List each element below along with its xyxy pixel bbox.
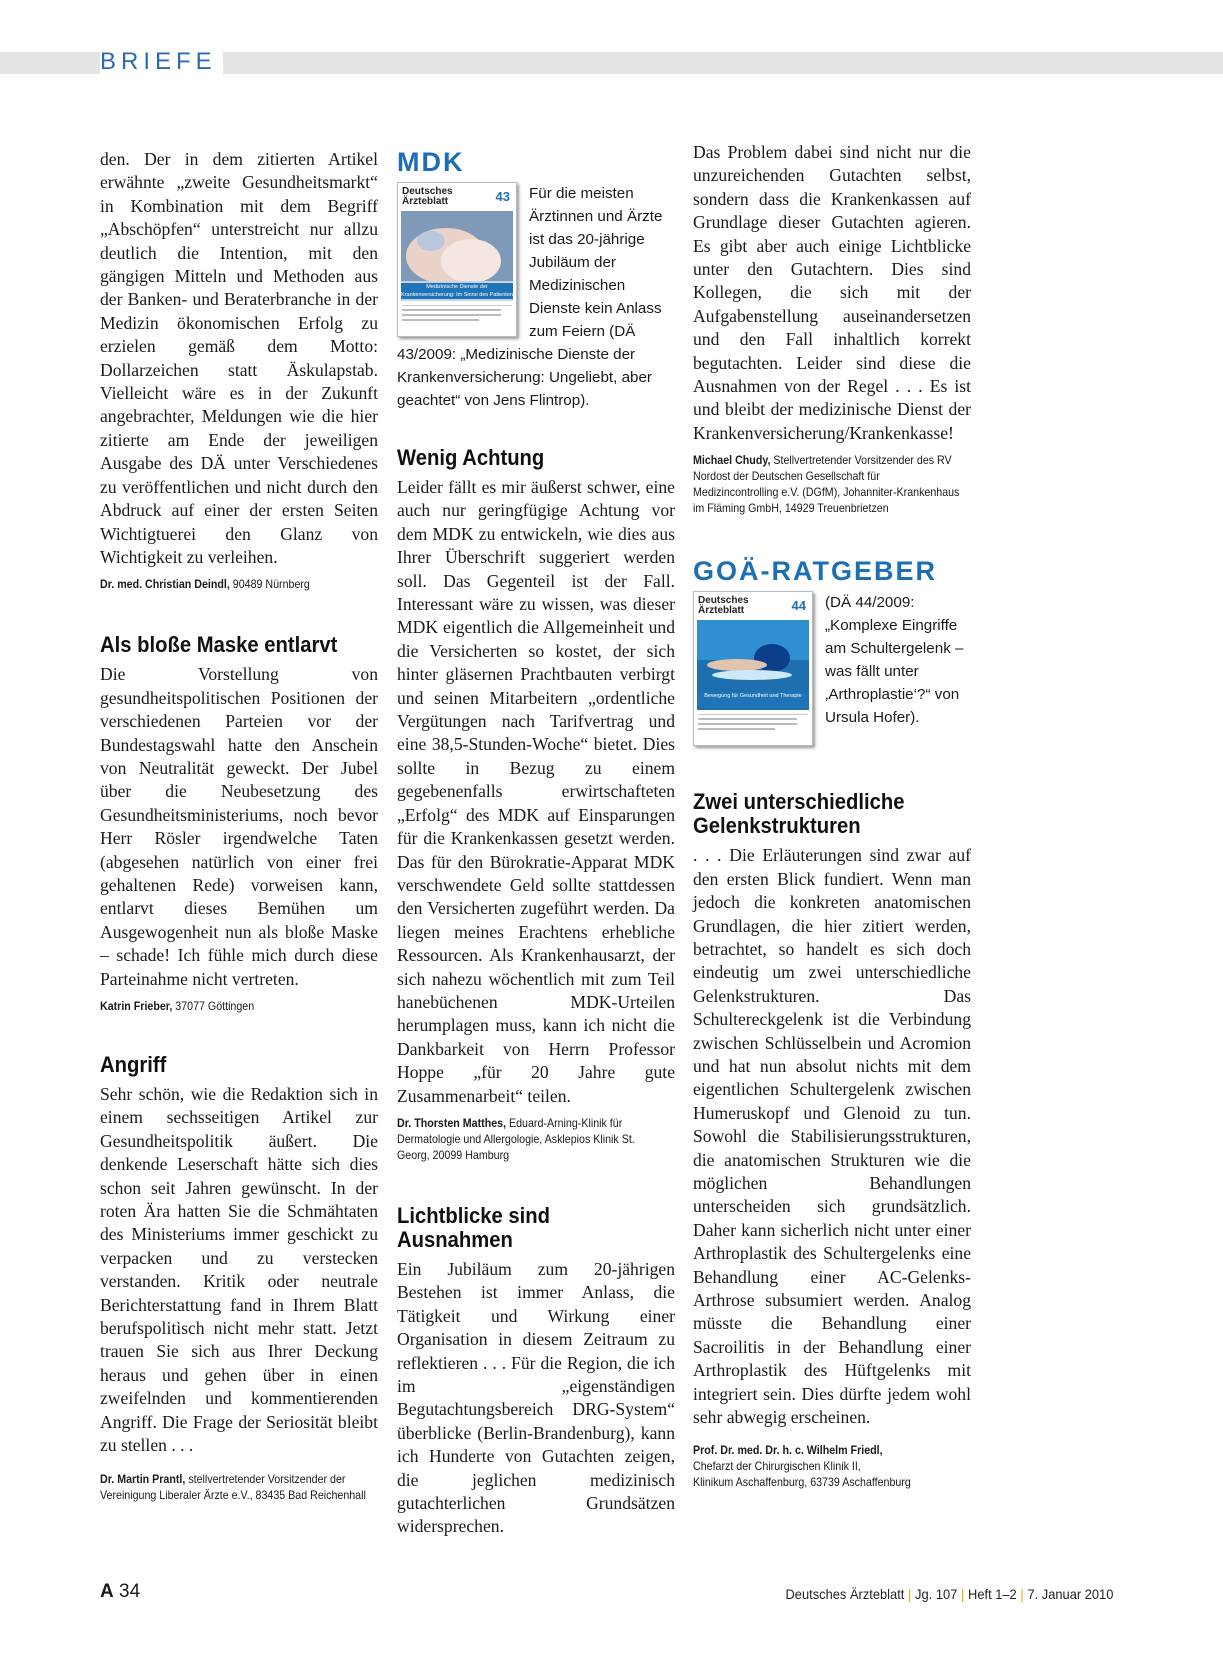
letter-signature (397, 1116, 664, 1164)
column-3 (693, 141, 971, 1491)
magazine-cover-image (397, 182, 517, 337)
letter-continuation-text: Das Problem dabei sind nicht nur die unzureichenden Gutachten selbst, sondern dass die Krankenkassen auf Grundlage dieser Gutachten agieren. Es gibt aber auch einige Lichtblicke unter den Gutachtern. Dies sind Kollegen, die sich mit der Aufgabenstellung auseinandersetzen und den Fall inhaltlich korrekt begutachten. Leider sind diese die Ausnahmen von der Regel . . . Es ist und bleibt der medizinische Dienst der Krankenversicherung/Krankenkasse! (693, 142, 971, 443)
letter-text: Die Vorstellung von gesundheitspolitischen Positionen der verschiedenen Parteien vor der Bundestagswahl hatte den Anschein von Neutralität geweckt. Der Jubel über die Neubesetzung des Gesundheitsministeriums, noch bevor Herr Rösler irgendwelche Taten (abgesehen natürlich von einer frei gehaltenen Rede) vorweisen kann, entlarvt dieses Bemühen um Ausgewogenheit nun als bloße Maske – schade! Ich fühle mich durch diese Parteinahme nicht vertreten. (100, 664, 378, 989)
magazine-cover-image (693, 591, 813, 746)
rubric-heading: MDK (397, 147, 465, 177)
cover-masthead: Deutsches Ärzteblatt (698, 595, 749, 617)
letter-signature (100, 577, 376, 593)
letter-continuation-text: den. Der in dem zitierten Artikel erwähnte „zweite Gesundheitsmarkt“ in Kombination mit dem Begriff „Abschöpfen“ unterstreicht nur allzu deutlich die Intention, mit den gängigen Mitteln und Methoden aus der Banken- und Beraterbranche in der Medizin ökonomischen Erfolg zu erzielen gemäß dem Motto: Dollarzeichen statt Äskulapstab. Vielleicht wäre es in der Zukunft angebrachter, Meldungen wie die hier zitierte am Ende der jeweiligen Ausgabe des DÄ unter Verschiedenes zu veröffentlichen und nicht durch den Abdruck auf einer der ersten Seiten Wichtigtuerei den Glanz von Wichtigkeit zu verleihen. (100, 149, 378, 567)
letter-text: Sehr schön, wie die Redaktion sich in einem sechsseitigen Artikel zur Gesundheitspolitik äußert. Die denkende Leserschaft hätte sich dies schon seit Jahren gewünscht. In der roten Ära hatten Sie die Schmähtaten des Ministeriums immer geschickt zu verpacken und zu verstecken verstanden. Kritik oder neutrale Berichterstattung fand in Ihrem Blatt berufspolitisch nicht mehr statt. Jetzt trauen Sie sich aus Ihrer Deckung heraus und gehen über in einen zweifelnden und kommentierenden Angriff. Die Frage der Seriosität bleibt zu stellen . . . (100, 1084, 378, 1456)
letter-title: Angriff (100, 1052, 167, 1077)
signature-name: Michael Chudy, (693, 454, 771, 468)
signature-details: Eduard-Arning-Klinik für Dermatologie und Allergologie, Asklepios Klinik St. Georg, 20099 Hamburg (397, 1116, 635, 1162)
signature-details: Stellvertretender Vorsitzender des RV Nordost der Deutschen Gesellschaft für Medizincontrolling e.V. (DGfM), Johanniter-Krankenhaus im Fläming GmbH, 14929 Treuenbrietzen (693, 454, 960, 516)
letter-signature (693, 453, 960, 517)
letter-title: Als bloße Maske entlarvt (100, 632, 338, 658)
letter-signature (693, 1443, 969, 1491)
signature-name: Dr. Thorsten Matthes, (397, 1116, 507, 1130)
signature-details: 90489 Nürnberg (229, 578, 310, 592)
journal-volume: Jg. 107 (914, 1586, 957, 1602)
letter-text: Leider fällt es mir äußerst schwer, eine auch nur geringfügige Achtung vor dem MDK zu entwickeln, wie dies aus Ihrer Überschrift suggeriert werden soll. Das Gegenteil ist der Fall. Interessant wäre zu wissen, was dieser MDK eigentlich die Allgemeinheit und die Versicherten so kostet, der sich hinter gläsernen Prachtbauten verbirgt und seinen Mitarbeitern „ordentliche Vergütungen nach Tarifvertrag und eine 38,5-Stunden-Woche“ bietet. Dies sollte in Bezug zu einem gegebenenfalls erwirtschafteten „Erfolg“ des MDK auf Einsparungen für die Krankenkassen gesetzt werden. Das für den Bürokratie-Apparat MDK verschwendete Geld sollte stattdessen den Versicherten zugeführt werden. Da liegen meines Erachtens erhebliche Ressourcen. Als Krankenhausarzt, der sich nahezu wöchentlich mit zum Teil hanebüchenen MDK-Urteilen herumplagen muss, kann ich nicht die Dankbarkeit von Herrn Professor Hoppe „für 20 Jahre gute Zusammenarbeit“ teilen. (397, 477, 675, 1106)
journal-issue: Heft 1–2 (967, 1586, 1017, 1602)
signature-name: Dr. med. Christian Deindl, (100, 578, 230, 592)
letter-text: Ein Jubiläum zum 20-jährigen Bestehen ist immer Anlass, die Tätigkeit und Wirkung einer Organisation in diesem Zeitraum zu reflektieren . . . Für die Region, die ich im „eigenständigen Begutachtungsbereich DRG-System“ überblicke (Berlin-Brandenburg), kann ich Hunderte von Gutachten zeigen, die jeglichen medizinisch gutachterlichen Grundsätzen widersprechen. (397, 1258, 675, 1537)
cover-band: Medizinische Dienste der Krankenversicherung: Im Sinne des Patienten (401, 284, 513, 298)
letter-signature (100, 999, 376, 1015)
rubric-intro: (DÄ 44/2009: „Komplexe Eingriffe am Schultergelenk – was fällt unter ‚Arthroplastie‘?“ von Ursula Hofer). (825, 594, 964, 727)
letter-signature (100, 1472, 376, 1504)
journal-date: 7. Januar 2010 (1027, 1586, 1113, 1602)
cover-masthead: Deutsches Ärzteblatt (402, 186, 453, 207)
cover-text-lines (402, 305, 512, 326)
signature-details: Chefarzt der Chirurgischen Klinik II, (693, 1460, 861, 1474)
page-prefix: A (100, 1581, 114, 1602)
page-number (100, 1581, 140, 1603)
column-2 (397, 146, 675, 1539)
signature-name: Prof. Dr. med. Dr. h. c. Wilhelm Friedl, (693, 1444, 883, 1458)
journal-footer: Deutsches Ärzteblatt | Jg. 107 | Heft 1–2 | 7. Januar 2010 (785, 1586, 1113, 1602)
journal-name: Deutsches Ärzteblatt (785, 1586, 904, 1602)
column-1 (100, 148, 378, 1504)
rubric-heading: GOÄ-RATGEBER (693, 556, 937, 587)
letter-title: Wenig Achtung (397, 445, 545, 470)
rubric-intro: Für die meisten Ärztinnen und Ärzte ist das 20-jährige Jubiläum der Medizinischen Dienste kein Anlass zum Feiern (DÄ 43/2009: „Medizinische Dienste der Krankenversicherung: Ungeliebt, aber geachtet“ von Jens Flintrop). (397, 185, 663, 409)
cover-issue-number: 43 (495, 189, 510, 204)
signature-details: 37077 Göttingen (172, 1000, 255, 1013)
letter-text: . . . Die Erläuterungen sind zwar auf den ersten Blick fundiert. Wenn man jedoch die konkreten anatomischen Grundlagen, die hier zitiert werden, betrachtet, so handelt es sich doch eindeutig um zwei unterschiedliche Gelenkstrukturen. Das Schultereckgelenk ist die Verbindung zwischen Schlüsselbein und Acromion und hat nun absolut nichts mit dem eigentlichen Schultergelenk zwischen Humeruskopf und Glenoid zu tun. Sowohl die Stabilisierungsstrukturen, die anatomischen Strukturen wie die möglichen Behandlungen unterscheiden sich grundsätzlich. Daher kann sicherlich nicht unter einer Arthroplastik des Schultergelenks eine Behandlung einer AC-Gelenks-Arthrose subsumiert werden. Analog müsste die Behandlung einer Sacroilitis in der Behandlung einer Arthroplastik des Hüftgelenks mit integriert sein. Dies dürfte jedem wohl sehr abwegig erscheinen. (693, 845, 971, 1428)
cover-text-lines (698, 714, 808, 735)
cover-band: Bewegung für Gesundheit und Therapie (697, 692, 809, 708)
signature-name: Katrin Frieber, (100, 1000, 173, 1013)
page-number-value: 34 (119, 1581, 141, 1602)
cover-issue-number: 44 (791, 598, 806, 614)
signature-name: Dr. Martin Prantl, (100, 1472, 186, 1486)
section-label: BRIEFE (100, 47, 223, 77)
signature-details: Klinikum Aschaffenburg, 63739 Aschaffenburg (693, 1476, 911, 1490)
letter-title: Zwei unterschiedliche Gelenkstrukturen (693, 789, 905, 839)
signature-details: stellvertretender Vorsitzender der Vereinigung Liberaler Ärzte e.V., 83435 Bad Reichenhall (100, 1472, 366, 1502)
letter-title: Lichtblicke sind Ausnahmen (397, 1202, 550, 1252)
